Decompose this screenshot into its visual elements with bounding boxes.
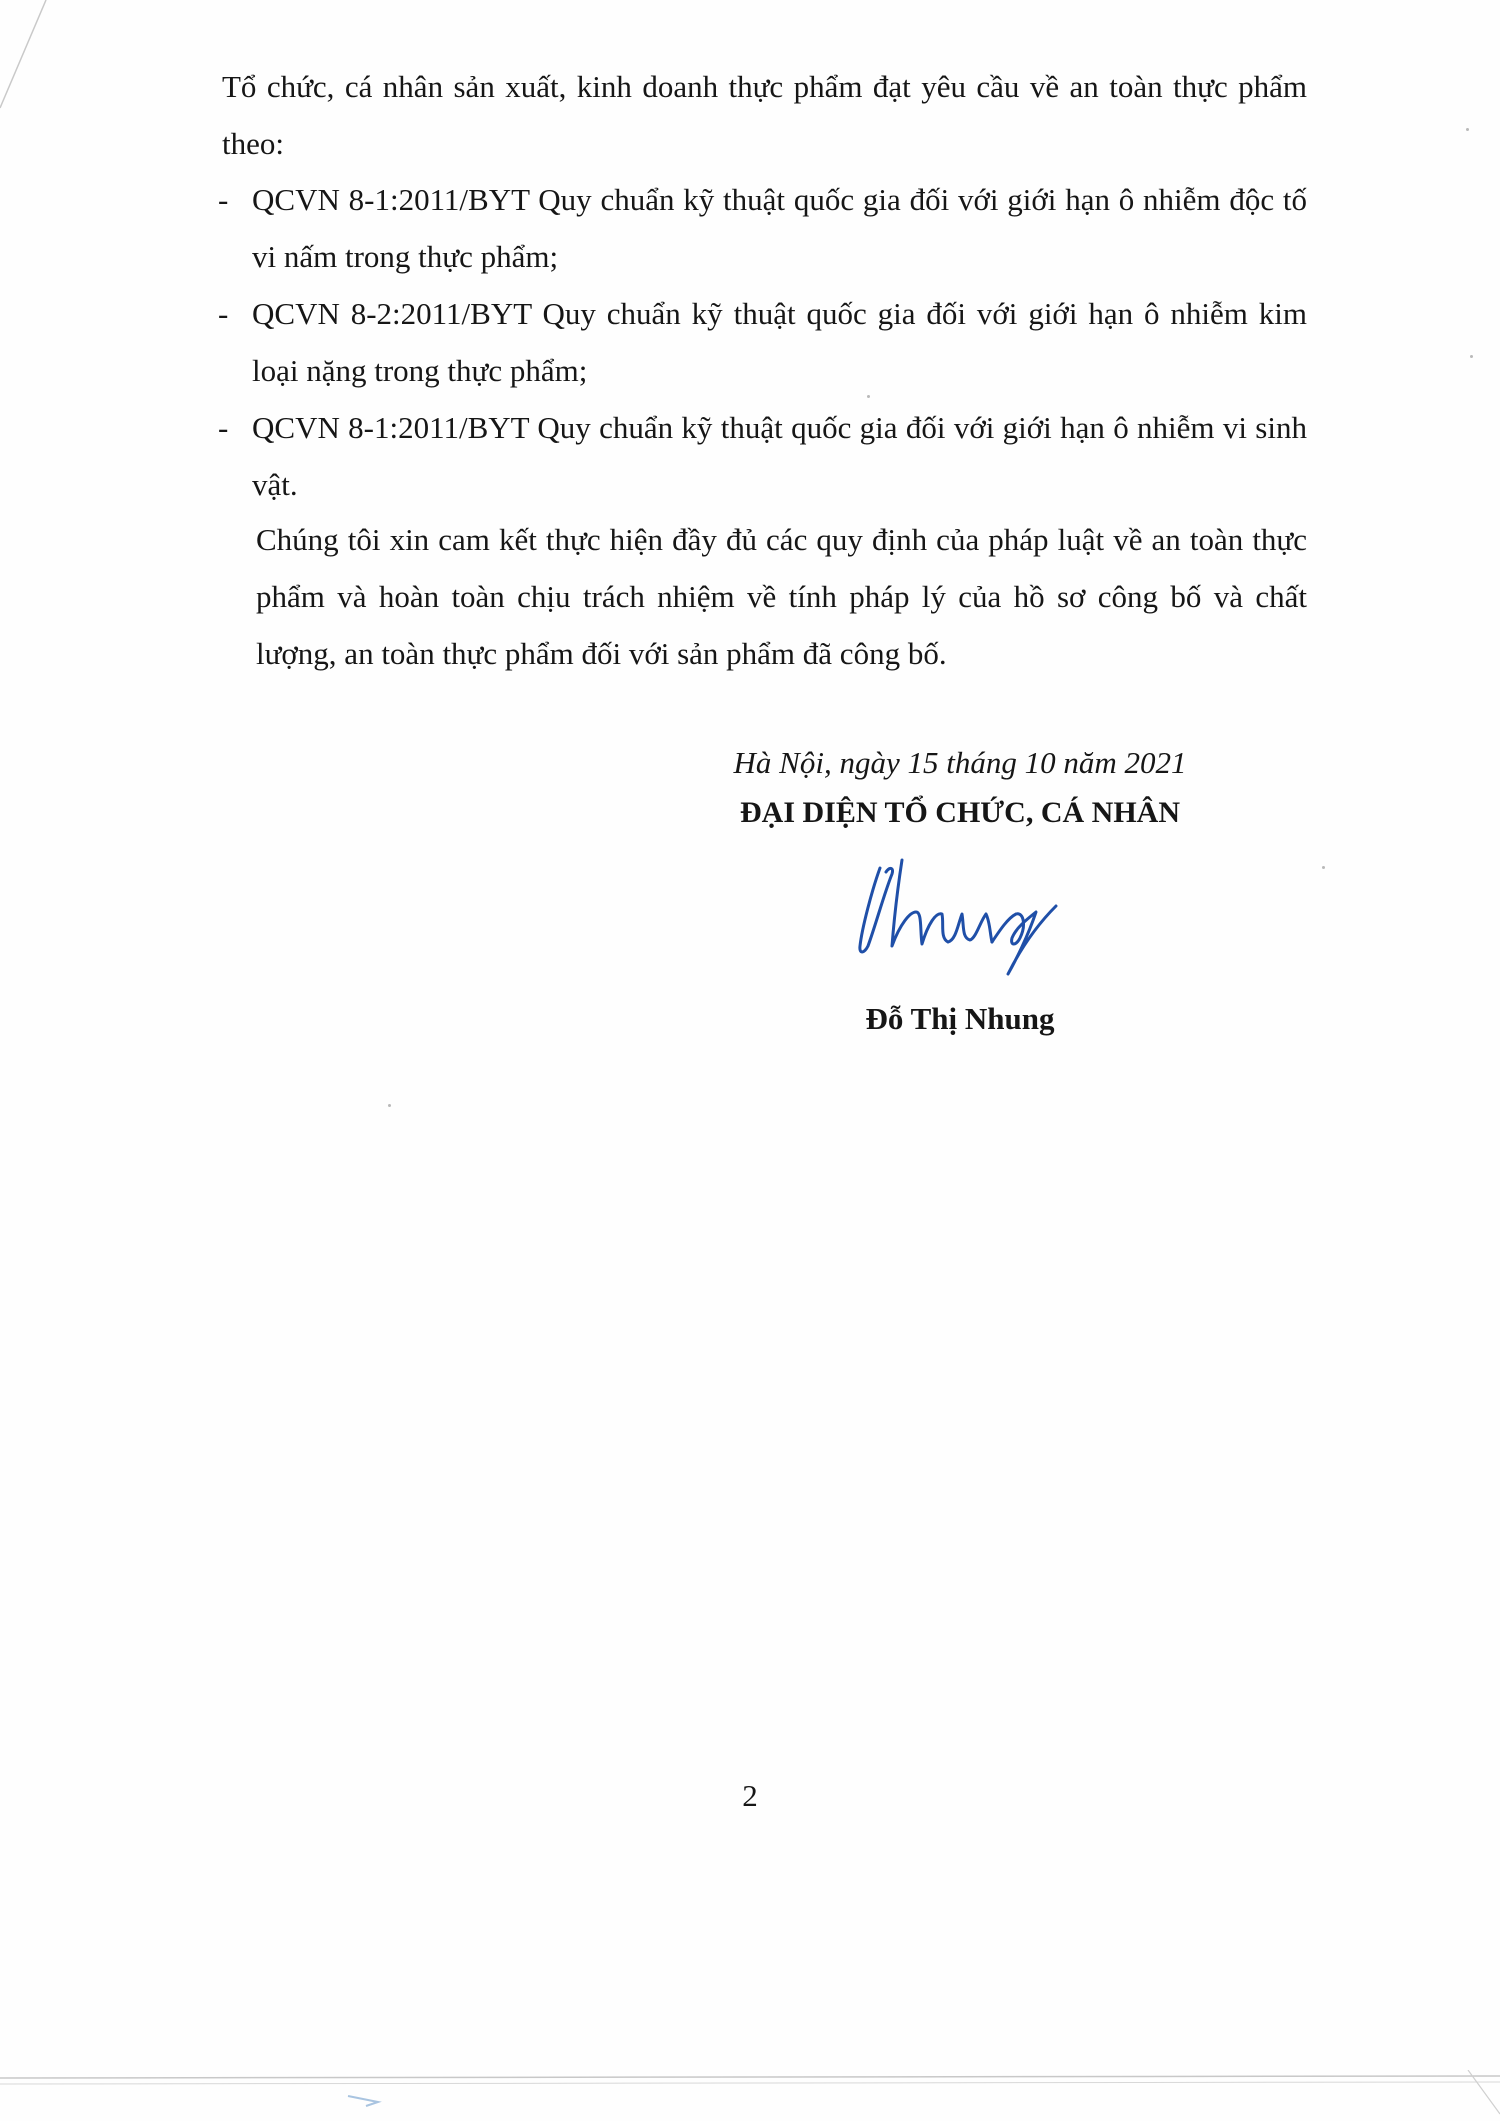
place-date: Hà Nội, ngày 15 tháng 10 năm 2021 [733, 745, 1187, 780]
scan-speck [388, 1104, 391, 1107]
scan-speck [1470, 355, 1473, 358]
signer-name: Đỗ Thị Nhung [865, 1001, 1055, 1036]
commitment-paragraph: Chúng tôi xin cam kết thực hiện đầy đủ các quy định của pháp luật về an toàn thực phẩm và hoàn toàn chịu trách nhiệm về tính pháp lý của hồ sơ công bố và chất lượng, an toàn thực phẩm đối với sản phẩm đã công bố. [256, 522, 1307, 671]
handwritten-signature [840, 850, 1080, 980]
list-dash: - [218, 296, 229, 331]
scan-speck [1322, 866, 1325, 869]
scan-corner-fold [0, 0, 60, 110]
page-number: 2 [742, 1778, 758, 1813]
scan-speck [1466, 128, 1469, 131]
list-dash: - [218, 182, 229, 217]
list-dash: - [218, 410, 229, 445]
representative-title: ĐẠI DIỆN TỔ CHỨC, CÁ NHÂN [739, 796, 1181, 829]
list-item-text: QCVN 8-1:2011/BYT Quy chuẩn kỹ thuật quốc gia đối với giới hạn ô nhiễm vi sinh vật. [252, 410, 1307, 502]
list-item-text: QCVN 8-2:2011/BYT Quy chuẩn kỹ thuật quốc gia đối với giới hạn ô nhiễm kim loại nặng trong thực phẩm; [252, 296, 1307, 388]
list-item [212, 399, 1307, 513]
intro-paragraph: Tổ chức, cá nhân sản xuất, kinh doanh thực phẩm đạt yêu cầu về an toàn thực phẩm theo: [222, 69, 1307, 161]
list-item [212, 171, 1307, 285]
list-item [212, 285, 1307, 399]
list-item-text: QCVN 8-1:2011/BYT Quy chuẩn kỹ thuật quốc gia đối với giới hạn ô nhiễm độc tố vi nấm trong thực phẩm; [252, 182, 1307, 274]
standards-list [212, 171, 1307, 513]
signature-block [700, 738, 1220, 1044]
scan-bottom-edge [0, 2070, 1500, 2121]
